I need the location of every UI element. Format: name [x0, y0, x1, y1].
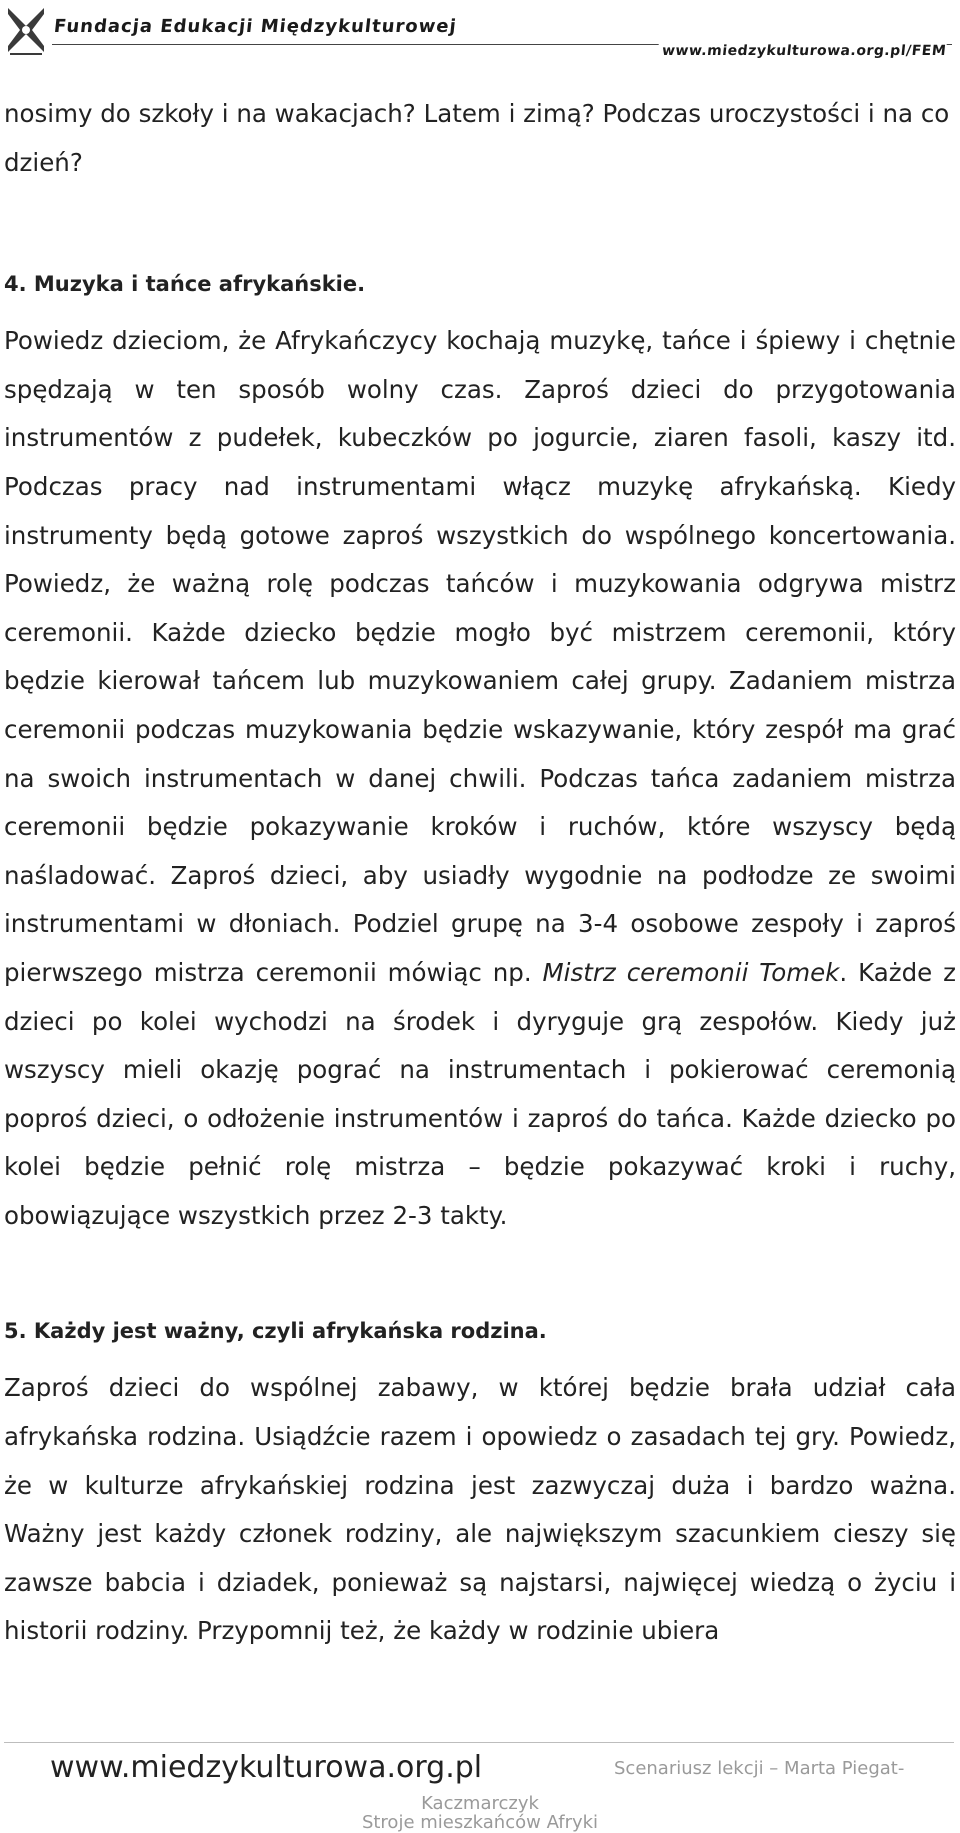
footer-scenario-author: Scenariusz lekcji – Marta Piegat- — [614, 1758, 905, 1779]
footer-lesson-title: Stroje mieszkańców Afryki — [361, 1812, 599, 1833]
section-4-heading: 4. Muzyka i tańce afrykańskie. — [4, 272, 366, 297]
section-4-text-part1: Powiedz dzieciom, że Afrykańczycy kochają muzykę, tańce i śpiewy i chętnie spędzają w ten sposób wolny czas. Zaproś dzieci do przygotowania instrumentów z pudełek, kubeczków po jogurcie, ziaren fasoli, kaszy itd. Podczas pracy nad instrumentami włącz muzykę afrykańską. Kiedy instrumenty będą gotowe zaproś wszystkich do wspólnego koncertowania. Powiedz, że ważną rolę podczas tańców i muzykowania odgrywa mistrz ceremonii. Każde dziecko będzie mogło być mistrzem ceremonii, który będzie kierował tańcem lub muzykowaniem całej grupy. Zadaniem mistrza ceremonii podczas muzykowania będzie wskazywanie, który zespół ma grać na swoich instrumentach w danej chwili. Podczas tańca zadaniem mistrza ceremonii będzie pokazywanie kroków i ruchów, które wszyscy będą naśladować. Zaproś dzieci, aby usiadły wygodnie na podłodze ze swoimi instrumentami w dłoniach. Podziel grupę na 3-4 osobowe zespoły i zaproś pierwszego mistrza ceremonii mówiąc np. — [4, 326, 956, 987]
footer-author-surname: Kaczmarczyk — [421, 1793, 539, 1814]
section-5-heading: 5. Każdy jest ważny, czyli afrykańska rodzina. — [4, 1319, 547, 1344]
section-5-paragraph: Zaproś dzieci do wspólnej zabawy, w której będzie brała udział cała afrykańska rodzina. Usiądźcie razem i opowiedz o zasadach tej gry. Powiedz, że w kulturze afrykańskiej rodzina jest zazwyczaj duża i bardzo ważna. Ważny jest każdy członek rodziny, ale największym szacunkiem cieszy się zawsze babcia i dziadek, ponieważ są najstarsi, najwięcej wiedzą o życiu i historii rodziny. Przypomnij też, że każdy w rodzinie ubiera — [4, 1373, 956, 1646]
organization-name: Fundacja Edukacji Międzykulturowej — [52, 16, 458, 37]
section-4-paragraph — [4, 317, 956, 1240]
footer-divider — [4, 1742, 954, 1743]
footer-website-link[interactable]: www.miedzykulturowa.org.pl — [50, 1750, 483, 1785]
section-4-text-part2: . Każde z dzieci po kolei wychodzi na środek i dyryguje grą zespołów. Kiedy już wszyscy mieli okazję pograć na instrumentach i pokierować ceremonią poproś dzieci, o odłożenie instrumentów i zaproś do tańca. Każde dziecko po kolei będzie pełnić rolę mistrza – będzie pokazywać kroki i ruchy, obowiązujące wszystkich przez 2-3 takty. — [4, 957, 956, 1230]
foundation-logo-icon — [4, 2, 48, 58]
page-header — [0, 0, 960, 62]
document-body — [4, 90, 956, 1656]
section-4-emphasis: Mistrz ceremonii Tomek — [542, 957, 840, 987]
header-website-link[interactable]: www.miedzykulturowa.org.pl/FEM — [657, 43, 947, 59]
intro-paragraph: nosimy do szkoły i na wakacjach? Latem i zimą? Podczas uroczystości i na co dzień? — [4, 99, 950, 177]
